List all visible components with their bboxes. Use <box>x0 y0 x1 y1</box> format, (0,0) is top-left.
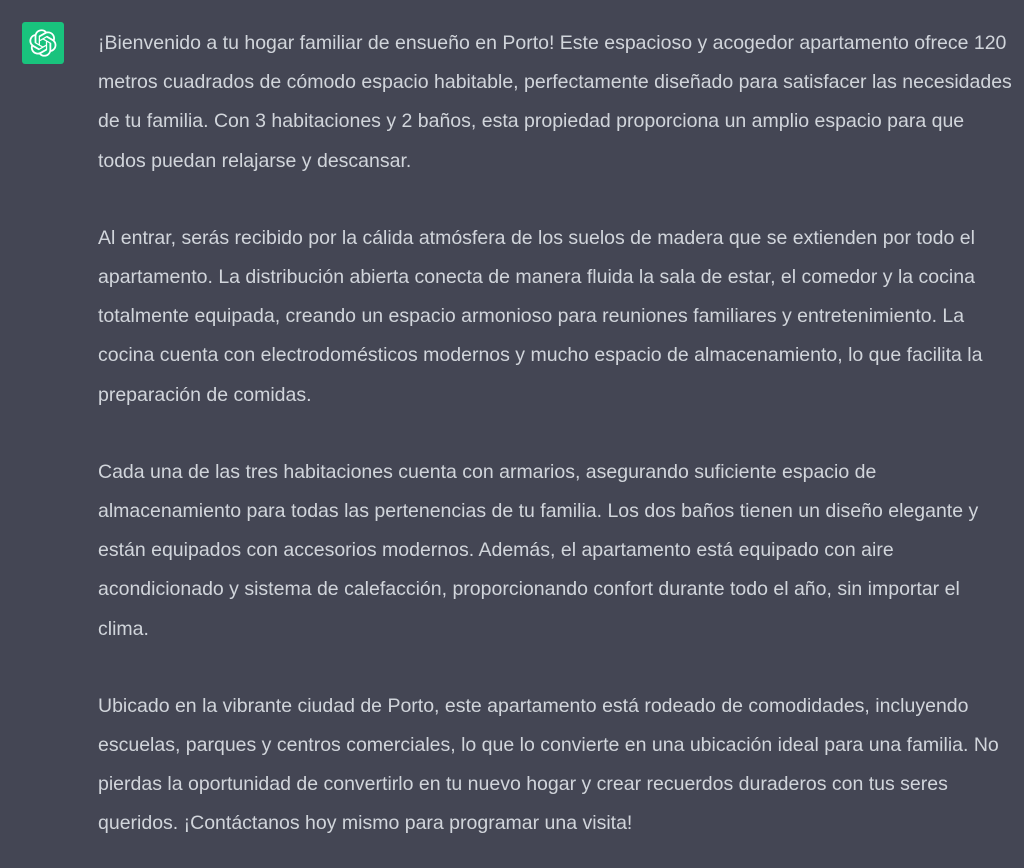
message-paragraph: Al entrar, serás recibido por la cálida atmósfera de los suelos de madera que se extienden por todo el apartamento. La distribución abierta conecta de manera fluida la sala de estar, el comedor y la cocina totalmente equipada, creando un espacio armonioso para reuniones familiares y entretenimiento. La cocina cuenta con electrodomésticos modernos y mucho espacio de almacenamiento, lo que facilita la preparación de comidas. <box>98 226 983 406</box>
assistant-avatar <box>22 22 64 64</box>
openai-logo-icon <box>29 29 57 57</box>
message-paragraph: Cada una de las tres habitaciones cuenta con armarios, asegurando suficiente espacio de almacenamiento para todas las pertenencias de tu familia. Los dos baños tienen un diseño elegante y están equipados con accesorios modernos. Además, el apartamento está equipado con aire acondicionado y sistema de calefacción, proporcionando confort durante todo el año, sin importar el clima. <box>98 460 979 640</box>
message-paragraph: Ubicado en la vibrante ciudad de Porto, este apartamento está rodeado de comodidades, incluyendo escuelas, parques y centros comerciales, lo que lo convierte en una ubicación ideal para una familia. No pierdas la oportunidad de convertirlo en tu nuevo hogar y crear recuerdos duraderos con tus seres queridos. ¡Contáctanos hoy mismo para programar una visita! <box>98 694 999 835</box>
message-content <box>98 24 1014 844</box>
message-paragraph: ¡Bienvenido a tu hogar familiar de ensueño en Porto! Este espacioso y acogedor apartamento ofrece 120 metros cuadrados de cómodo espacio habitable, perfectamente diseñado para satisfacer las necesidades de tu familia. Con 3 habitaciones y 2 baños, esta propiedad proporciona un amplio espacio para que todos puedan relajarse y descansar. <box>98 32 1012 172</box>
